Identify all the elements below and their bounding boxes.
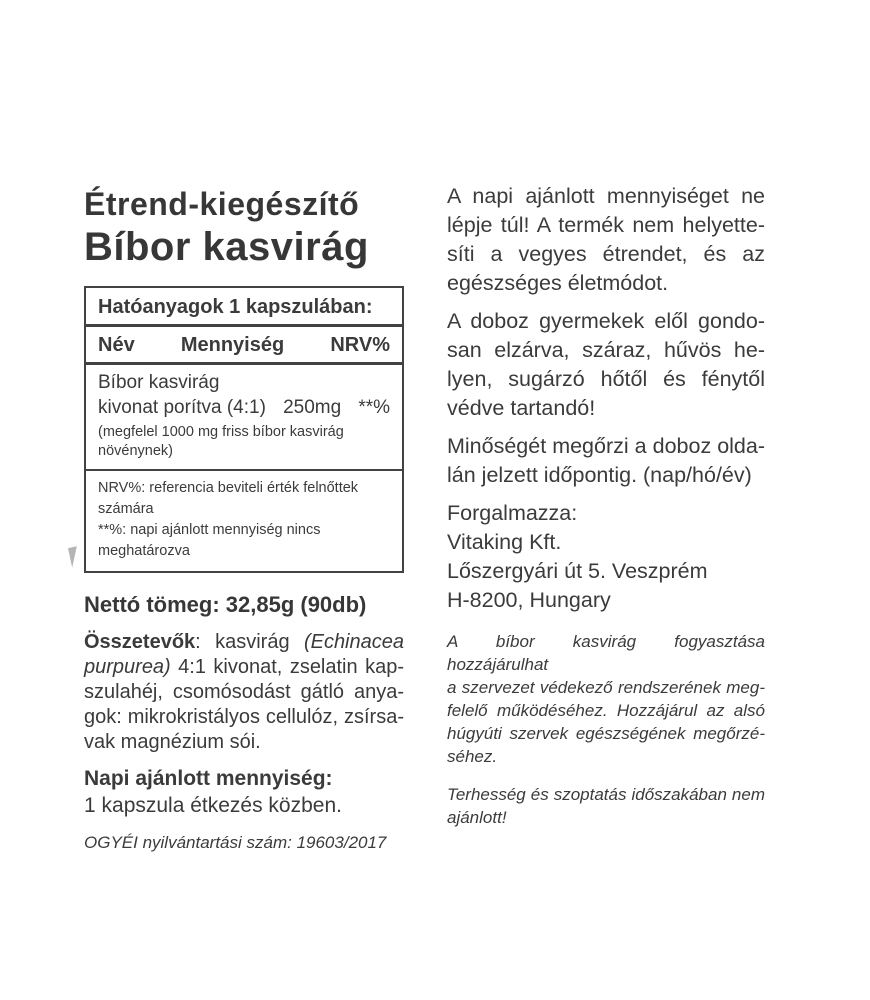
ingredient-name-line2: kivonat porítva (4:1)	[98, 397, 266, 418]
ingredient-name-line1: Bíbor kasvirág	[98, 372, 220, 393]
table-column-headers	[86, 327, 402, 362]
overdose-warning-paragraph: A napi ajánlott mennyiséget ne lépje túl! A termék nem helyette- síti a vegyes étrendet, és az egészséges életmódot.	[447, 184, 765, 295]
storage-paragraph: A doboz gyermekek elől gondo- san elzárva, száraz, hűvös he- lyen, sugárzó hőtől és fénytől védve tartandó!	[447, 309, 765, 420]
col-header-name: Név	[98, 334, 135, 356]
equivalence-note: (megfelel 1000 mg friss bíbor kasvirág növénynek)	[98, 424, 344, 459]
expiry-paragraph: Minőségét megőrzi a doboz olda- lán jelzett időpontig. (nap/hó/év)	[447, 434, 765, 487]
ingredient-nrv-value: **%	[358, 397, 390, 418]
net-weight: Nettó tömeg: 32,85g (90db)	[84, 592, 367, 617]
health-claim-paragraph: A bíbor kasvirág fogyasztása hozzájárulhat a szervezet védekező rendszerének meg- felelő működéséhez. Hozzájárul az alsó húgyúti szervek egészségének megőrzé- séhez.	[447, 632, 765, 766]
product-category: Étrend-kiegészítő	[84, 186, 360, 222]
product-name: Bíbor kasvirág	[84, 225, 369, 269]
ingredient-quantity: 250mg	[283, 397, 342, 418]
table-row	[86, 365, 402, 422]
ingredient-values-row	[98, 395, 390, 420]
col-header-quantity: Mennyiség	[180, 334, 285, 356]
ingredients-paragraph: Összetevők: kasvirág (Echinacea purpurea) 4:1 kivonat, zselatin kap- szulahéj, csomósodást gátló anya- gok: mikrokristályos cellulóz, zsírsa- vak magnézium sói.	[84, 631, 404, 753]
active-ingredients-table	[84, 286, 404, 573]
table-title: Hatóanyagok 1 kapszulában:	[98, 296, 373, 318]
daily-dose-text: 1 kapszula étkezés közben.	[84, 794, 342, 817]
scan-smudge-artifact	[68, 546, 81, 567]
left-column	[84, 184, 404, 854]
col-header-nrv: NRV%	[330, 334, 390, 356]
pregnancy-warning-paragraph: Terhesség és szoptatás időszakában nem ajánlott!	[447, 785, 765, 827]
distributor-block: Forgalmazza: Vitaking Kft. Lőszergyári út 5. Veszprém H-8200, Hungary	[447, 501, 708, 612]
right-column	[447, 182, 765, 838]
daily-dose-heading: Napi ajánlott mennyiség:	[84, 767, 333, 790]
table-footnotes: NRV%: referencia beviteli érték felnőttek számára **%: napi ajánlott mennyiség nincs meghatározva	[98, 480, 359, 559]
registration-number: OGYÉI nyilvántartási szám: 19603/2017	[84, 833, 387, 852]
